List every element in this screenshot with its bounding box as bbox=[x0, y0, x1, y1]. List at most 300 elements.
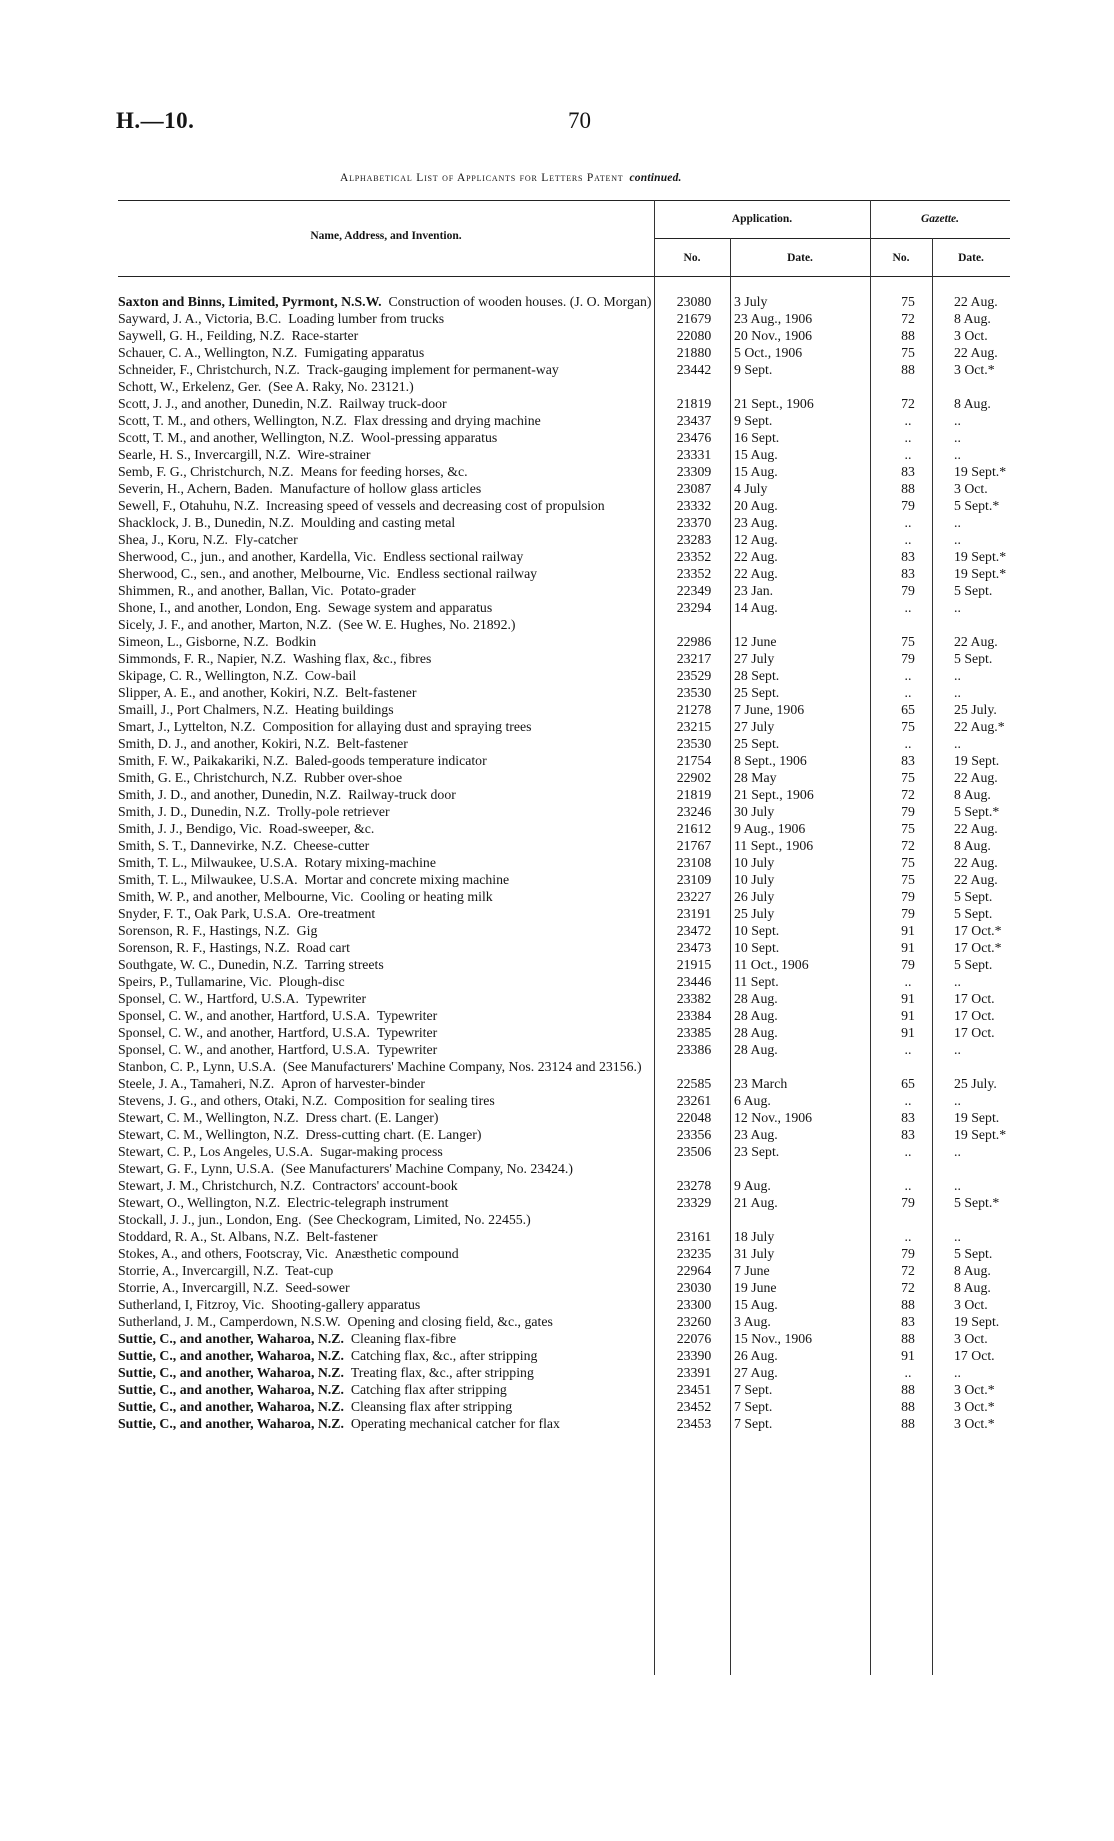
application-date: 28 Aug. bbox=[734, 1042, 778, 1057]
table-top-rule bbox=[118, 200, 1010, 201]
invention-title: Anæsthetic compound bbox=[334, 1246, 459, 1261]
application-date: 28 Aug. bbox=[734, 1008, 778, 1023]
invention-title: Fly-catcher bbox=[234, 532, 298, 547]
gazette-date: 19 Sept.* bbox=[954, 549, 1007, 564]
invention-title: Catching flax after stripping bbox=[350, 1382, 507, 1397]
applicant-entry bbox=[118, 446, 676, 463]
applicant-name: Shimmen, R., and another, Ballan, Vic. bbox=[118, 583, 334, 598]
table-row bbox=[118, 1007, 1010, 1024]
applicant-name: Sewell, F., Otahuhu, N.Z. bbox=[118, 498, 260, 513]
gazette-date: .. bbox=[954, 430, 961, 445]
table-row bbox=[118, 1211, 1010, 1228]
application-number: 23391 bbox=[676, 1365, 712, 1380]
invention-title: Heating buildings bbox=[295, 702, 394, 717]
application-date: 26 Aug. bbox=[734, 1348, 778, 1363]
applicant-name: Simmonds, F. R., Napier, N.Z. bbox=[118, 651, 287, 666]
applicant-name: Schneider, F., Christchurch, N.Z. bbox=[118, 362, 300, 377]
application-date: 7 June bbox=[734, 1263, 770, 1278]
invention-title: Dress chart. (E. Langer) bbox=[305, 1110, 439, 1125]
table-caption bbox=[340, 172, 682, 184]
applicant-name: Schott, W., Erkelenz, Ger. bbox=[118, 379, 262, 394]
applicant-entry bbox=[118, 1279, 676, 1296]
gazette-date: 3 Oct. bbox=[954, 1297, 988, 1312]
application-date: 10 Sept. bbox=[734, 923, 780, 938]
invention-title: Trolly-pole retriever bbox=[277, 804, 390, 819]
gazette-number: 83 bbox=[901, 566, 915, 581]
application-date: 23 Jan. bbox=[734, 583, 774, 598]
invention-title: Baled-goods temperature indicator bbox=[295, 753, 487, 768]
invention-title: Shooting-gallery apparatus bbox=[271, 1297, 421, 1312]
applicant-entry bbox=[118, 548, 676, 565]
header-gazette-group bbox=[870, 213, 1010, 225]
table-row bbox=[118, 480, 1010, 497]
applicant-entry bbox=[118, 361, 676, 378]
applicant-entry bbox=[118, 514, 676, 531]
application-date: 26 July bbox=[734, 889, 775, 904]
gazette-number: 88 bbox=[901, 1399, 915, 1414]
gazette-date: 3 Oct. bbox=[954, 328, 988, 343]
applicant-entry bbox=[118, 1296, 676, 1313]
application-date: 28 May bbox=[734, 770, 777, 785]
table-row bbox=[118, 565, 1010, 582]
gazette-date: 17 Oct. bbox=[954, 1025, 995, 1040]
gazette-number: 91 bbox=[901, 1025, 915, 1040]
applicant-entry bbox=[118, 463, 676, 480]
invention-title: Composition for sealing tires bbox=[334, 1093, 495, 1108]
table-row bbox=[118, 718, 1010, 735]
application-date: 23 Aug. bbox=[734, 1127, 778, 1142]
invention-title: Composition for allaying dust and spraying trees bbox=[262, 719, 532, 734]
applicant-name: Sponsel, C. W., Hartford, U.S.A. bbox=[118, 991, 299, 1006]
table-row bbox=[118, 956, 1010, 973]
application-number: 23452 bbox=[676, 1399, 712, 1414]
gazette-date: 25 July. bbox=[954, 1076, 997, 1091]
applicant-name: Smith, J. D., Dunedin, N.Z. bbox=[118, 804, 271, 819]
invention-title: Typewriter bbox=[376, 1008, 438, 1023]
gazette-number: 88 bbox=[901, 362, 915, 377]
invention-title: Loading lumber from trucks bbox=[288, 311, 445, 326]
table-row bbox=[118, 378, 1010, 395]
gazette-number: 79 bbox=[901, 583, 915, 598]
invention-title: Flax dressing and drying machine bbox=[353, 413, 541, 428]
applicant-entry bbox=[118, 1143, 676, 1160]
gazette-date: 19 Sept.* bbox=[954, 464, 1007, 479]
table-row bbox=[118, 514, 1010, 531]
invention-title: Apron of harvester-binder bbox=[281, 1076, 425, 1091]
applicant-name: Shacklock, J. B., Dunedin, N.Z. bbox=[118, 515, 294, 530]
applicant-name: Smart, J., Lyttelton, N.Z. bbox=[118, 719, 256, 734]
invention-title: Belt-fastener bbox=[345, 685, 417, 700]
applicant-name: Shea, J., Koru, N.Z. bbox=[118, 532, 228, 547]
applicant-name: Stewart, C. M., Wellington, N.Z. bbox=[118, 1127, 299, 1142]
applicant-name: Suttie, C., and another, Waharoa, N.Z. bbox=[118, 1382, 344, 1397]
application-date: 12 Aug. bbox=[734, 532, 778, 547]
gazette-number: 72 bbox=[901, 838, 915, 853]
application-date: 15 Nov., 1906 bbox=[734, 1331, 813, 1346]
application-number: 23453 bbox=[676, 1416, 712, 1431]
applicant-name: Sicely, J. F., and another, Marton, N.Z. bbox=[118, 617, 332, 632]
invention-title: Cow-bail bbox=[304, 668, 357, 683]
applicant-name: Sherwood, C., sen., and another, Melbourne, Vic. bbox=[118, 566, 390, 581]
gazette-date: .. bbox=[954, 515, 961, 530]
gazette-date: .. bbox=[954, 974, 961, 989]
gazette-number: 83 bbox=[901, 1127, 915, 1142]
application-number: 21819 bbox=[676, 396, 712, 411]
application-number: 22964 bbox=[676, 1263, 712, 1278]
applicant-name: Snyder, F. T., Oak Park, U.S.A. bbox=[118, 906, 291, 921]
table-row bbox=[118, 599, 1010, 616]
invention-title: Mortar and concrete mixing machine bbox=[304, 872, 510, 887]
gazette-date: 5 Sept.* bbox=[954, 1195, 1000, 1210]
gazette-number: 75 bbox=[901, 872, 915, 887]
gazette-number: .. bbox=[904, 1144, 912, 1159]
application-number: 22076 bbox=[676, 1331, 712, 1346]
application-number: 23442 bbox=[676, 362, 712, 377]
invention-title: Cleansing flax after stripping bbox=[350, 1399, 513, 1414]
applicant-name: Sayward, J. A., Victoria, B.C. bbox=[118, 311, 282, 326]
applicant-name: Smith, D. J., and another, Kokiri, N.Z. bbox=[118, 736, 330, 751]
gazette-number: .. bbox=[904, 736, 912, 751]
table-row bbox=[118, 752, 1010, 769]
applicant-entry bbox=[118, 395, 676, 412]
application-number: 22080 bbox=[676, 328, 712, 343]
application-date: 11 Oct., 1906 bbox=[734, 957, 809, 972]
invention-title: Catching flax, &c., after stripping bbox=[350, 1348, 538, 1363]
application-number: 23246 bbox=[676, 804, 712, 819]
applicant-entry bbox=[118, 1381, 676, 1398]
gazette-number: .. bbox=[904, 515, 912, 530]
invention-title: Typewriter bbox=[376, 1042, 438, 1057]
gazette-number: .. bbox=[904, 1042, 912, 1057]
gazette-date: 17 Oct. bbox=[954, 1348, 995, 1363]
gazette-number: 79 bbox=[901, 1246, 915, 1261]
application-number: 23352 bbox=[676, 549, 712, 564]
table-row bbox=[118, 1415, 1010, 1432]
gazette-number: 83 bbox=[901, 1314, 915, 1329]
gazette-date: 5 Sept. bbox=[954, 889, 993, 904]
applicant-entry bbox=[118, 854, 676, 871]
table-row bbox=[118, 1024, 1010, 1041]
application-date: 28 Aug. bbox=[734, 1025, 778, 1040]
application-date: 23 March bbox=[734, 1076, 788, 1091]
applicant-entry bbox=[118, 1109, 676, 1126]
applicant-entry bbox=[118, 531, 676, 548]
application-date: 12 June bbox=[734, 634, 777, 649]
gazette-number: 91 bbox=[901, 991, 915, 1006]
gazette-date: 19 Sept.* bbox=[954, 1127, 1007, 1142]
gazette-number: .. bbox=[904, 430, 912, 445]
gazette-date: .. bbox=[954, 600, 961, 615]
table-row bbox=[118, 803, 1010, 820]
table-row bbox=[118, 1279, 1010, 1296]
application-number: 21819 bbox=[676, 787, 712, 802]
application-number: 23161 bbox=[676, 1229, 712, 1244]
applicant-entry bbox=[118, 786, 676, 803]
invention-title: (See Manufacturers' Machine Company, Nos. 23124 and 23156.) bbox=[282, 1059, 642, 1074]
applicant-name: Scott, T. M., and another, Wellington, N.Z. bbox=[118, 430, 354, 445]
applicant-entry bbox=[118, 1228, 676, 1245]
gazette-date: 5 Sept.* bbox=[954, 804, 1000, 819]
applicant-name: Sutherland, J. M., Camperdown, N.S.W. bbox=[118, 1314, 341, 1329]
application-number: 23437 bbox=[676, 413, 712, 428]
application-date: 15 Aug. bbox=[734, 447, 778, 462]
invention-title: Electric-telegraph instrument bbox=[287, 1195, 449, 1210]
gazette-date: 3 Oct.* bbox=[954, 362, 995, 377]
table-row bbox=[118, 412, 1010, 429]
invention-title: Track-gauging implement for permanent-way bbox=[306, 362, 559, 377]
applicant-entry bbox=[118, 1160, 676, 1177]
gazette-number: 83 bbox=[901, 753, 915, 768]
table-row bbox=[118, 1109, 1010, 1126]
table-row bbox=[118, 939, 1010, 956]
header-gaz-date: Date. bbox=[958, 252, 984, 264]
applicant-entry bbox=[118, 650, 676, 667]
applicant-name: Sponsel, C. W., and another, Hartford, U.S.A. bbox=[118, 1042, 370, 1057]
application-number: 23109 bbox=[676, 872, 712, 887]
gazette-number: .. bbox=[904, 532, 912, 547]
gazette-number: 79 bbox=[901, 957, 915, 972]
applicant-entry bbox=[118, 1330, 676, 1347]
applicant-entry bbox=[118, 1024, 676, 1041]
header-app-no: No. bbox=[683, 252, 701, 264]
table-row bbox=[118, 1177, 1010, 1194]
application-date: 4 July bbox=[734, 481, 768, 496]
gazette-number: 75 bbox=[901, 770, 915, 785]
invention-title: Washing flax, &c., fibres bbox=[293, 651, 432, 666]
applicant-name: Simeon, L., Gisborne, N.Z. bbox=[118, 634, 269, 649]
table-row bbox=[118, 293, 1010, 310]
gazette-date: 22 Aug. bbox=[954, 345, 998, 360]
gazette-date: 3 Oct.* bbox=[954, 1399, 995, 1414]
gazette-number: .. bbox=[904, 1093, 912, 1108]
applicant-entry bbox=[118, 990, 676, 1007]
table-row bbox=[118, 1143, 1010, 1160]
table-row bbox=[118, 327, 1010, 344]
applicant-entry bbox=[118, 293, 676, 310]
application-number: 22902 bbox=[676, 770, 712, 785]
applicant-entry bbox=[118, 939, 676, 956]
gazette-number: .. bbox=[904, 668, 912, 683]
applicant-name: Speirs, P., Tullamarine, Vic. bbox=[118, 974, 272, 989]
gazette-number: 88 bbox=[901, 1331, 915, 1346]
application-number: 23506 bbox=[676, 1144, 712, 1159]
gazette-number: 75 bbox=[901, 294, 915, 309]
invention-title: Teat-cup bbox=[285, 1263, 334, 1278]
page-number: 70 bbox=[568, 108, 591, 133]
application-number: 23382 bbox=[676, 991, 712, 1006]
gazette-number: 88 bbox=[901, 1297, 915, 1312]
gazette-number: 75 bbox=[901, 345, 915, 360]
applicant-name: Suttie, C., and another, Waharoa, N.Z. bbox=[118, 1365, 344, 1380]
table-row bbox=[118, 1075, 1010, 1092]
gazette-date: 22 Aug. bbox=[954, 294, 998, 309]
gazette-number: 79 bbox=[901, 498, 915, 513]
table-row bbox=[118, 854, 1010, 871]
invention-title: Race-starter bbox=[291, 328, 359, 343]
applicant-name: Storrie, A., Invercargill, N.Z. bbox=[118, 1263, 279, 1278]
table-row bbox=[118, 1092, 1010, 1109]
application-number: 23451 bbox=[676, 1382, 712, 1397]
gazette-date: 17 Oct. bbox=[954, 1008, 995, 1023]
applicant-entry bbox=[118, 905, 676, 922]
gazette-date: 17 Oct.* bbox=[954, 940, 1002, 955]
gazette-number: 72 bbox=[901, 396, 915, 411]
applicant-name: Stewart, G. F., Lynn, U.S.A. bbox=[118, 1161, 275, 1176]
gazette-number: .. bbox=[904, 1365, 912, 1380]
application-number: 23356 bbox=[676, 1127, 712, 1142]
application-date: 15 Aug. bbox=[734, 1297, 778, 1312]
application-date: 7 Sept. bbox=[734, 1382, 773, 1397]
gazette-number: 79 bbox=[901, 906, 915, 921]
applicant-entry bbox=[118, 310, 676, 327]
caption-continued: continued. bbox=[629, 172, 682, 184]
applicant-name: Smith, S. T., Dannevirke, N.Z. bbox=[118, 838, 287, 853]
application-number: 21679 bbox=[676, 311, 712, 326]
application-number: 21915 bbox=[676, 957, 712, 972]
application-date: 18 July bbox=[734, 1229, 775, 1244]
table-row bbox=[118, 361, 1010, 378]
gazette-date: 5 Sept. bbox=[954, 1246, 993, 1261]
applicant-name: Slipper, A. E., and another, Kokiri, N.Z. bbox=[118, 685, 339, 700]
gazette-date: 22 Aug.* bbox=[954, 719, 1005, 734]
gazette-date: 3 Oct. bbox=[954, 1331, 988, 1346]
applicant-entry bbox=[118, 1262, 676, 1279]
gazette-date: 5 Sept. bbox=[954, 651, 993, 666]
gazette-number: 65 bbox=[901, 702, 915, 717]
application-number: 21767 bbox=[676, 838, 712, 853]
gazette-date: 17 Oct.* bbox=[954, 923, 1002, 938]
applicant-name: Shone, I., and another, London, Eng. bbox=[118, 600, 321, 615]
table-row bbox=[118, 1126, 1010, 1143]
invention-title: Dress-cutting chart. (E. Langer) bbox=[305, 1127, 482, 1142]
invention-title: (See W. E. Hughes, No. 21892.) bbox=[338, 617, 516, 632]
applicant-entry bbox=[118, 956, 676, 973]
applicant-entry bbox=[118, 565, 676, 582]
invention-title: Treating flax, &c., after stripping bbox=[350, 1365, 534, 1380]
application-date: 21 Aug. bbox=[734, 1195, 778, 1210]
gazette-number: 79 bbox=[901, 889, 915, 904]
gazette-date: .. bbox=[954, 1093, 961, 1108]
applicant-name: Sponsel, C. W., and another, Hartford, U.S.A. bbox=[118, 1008, 370, 1023]
applicant-name: Searle, H. S., Invercargill, N.Z. bbox=[118, 447, 291, 462]
invention-title: Cheese-cutter bbox=[293, 838, 370, 853]
applicant-name: Saxton and Binns, Limited, Pyrmont, N.S.W. bbox=[118, 294, 382, 309]
application-date: 22 Aug. bbox=[734, 566, 778, 581]
application-number: 23108 bbox=[676, 855, 712, 870]
applicant-name: Smith, W. P., and another, Melbourne, Vic. bbox=[118, 889, 354, 904]
invention-title: Sugar-making process bbox=[319, 1144, 443, 1159]
gazette-date: 3 Oct.* bbox=[954, 1382, 995, 1397]
application-number: 23294 bbox=[676, 600, 712, 615]
table-row bbox=[118, 650, 1010, 667]
application-number: 23329 bbox=[676, 1195, 712, 1210]
gazette-number: 88 bbox=[901, 1416, 915, 1431]
invention-title: Rubber over-shoe bbox=[303, 770, 403, 785]
table-row bbox=[118, 1330, 1010, 1347]
application-number: 23215 bbox=[676, 719, 712, 734]
gazette-number: 91 bbox=[901, 1008, 915, 1023]
applicant-entry bbox=[118, 684, 676, 701]
applicant-entry bbox=[118, 429, 676, 446]
application-number: 23087 bbox=[676, 481, 712, 496]
gazette-date: 17 Oct. bbox=[954, 991, 995, 1006]
invention-title: Road cart bbox=[296, 940, 350, 955]
application-date: 23 Sept. bbox=[734, 1144, 780, 1159]
application-number: 23352 bbox=[676, 566, 712, 581]
application-date: 20 Aug. bbox=[734, 498, 778, 513]
application-date: 28 Aug. bbox=[734, 991, 778, 1006]
invention-title: Operating mechanical catcher for flax bbox=[350, 1416, 560, 1431]
application-number: 23309 bbox=[676, 464, 712, 479]
applicant-entry bbox=[118, 888, 676, 905]
invention-title: Gig bbox=[296, 923, 318, 938]
application-date: 7 Sept. bbox=[734, 1399, 773, 1414]
application-date: 14 Aug. bbox=[734, 600, 778, 615]
invention-title: (See Manufacturers' Machine Company, No. 23424.) bbox=[280, 1161, 573, 1176]
application-number: 23261 bbox=[676, 1093, 712, 1108]
table-row bbox=[118, 310, 1010, 327]
application-number: 23476 bbox=[676, 430, 712, 445]
applicant-entry bbox=[118, 1211, 676, 1228]
application-date: 3 July bbox=[734, 294, 768, 309]
application-date: 9 Aug. bbox=[734, 1178, 771, 1193]
gazette-number: 79 bbox=[901, 651, 915, 666]
gazette-number: .. bbox=[904, 447, 912, 462]
gazette-date: 22 Aug. bbox=[954, 872, 998, 887]
applicant-name: Skipage, C. R., Wellington, N.Z. bbox=[118, 668, 298, 683]
applicant-name: Stoddard, R. A., St. Albans, N.Z. bbox=[118, 1229, 300, 1244]
gazette-date: .. bbox=[954, 668, 961, 683]
applicant-entry bbox=[118, 616, 676, 633]
application-number: 23446 bbox=[676, 974, 712, 989]
applicant-name: Stewart, C. M., Wellington, N.Z. bbox=[118, 1110, 299, 1125]
gazette-number: 65 bbox=[901, 1076, 915, 1091]
gazette-number: 75 bbox=[901, 855, 915, 870]
application-date: 9 Aug., 1906 bbox=[734, 821, 806, 836]
table-row bbox=[118, 1194, 1010, 1211]
table-row bbox=[118, 616, 1010, 633]
gazette-number: 75 bbox=[901, 634, 915, 649]
invention-title: Bodkin bbox=[275, 634, 317, 649]
invention-title: Construction of wooden houses. (J. O. Morgan) bbox=[388, 294, 652, 309]
application-date: 15 Aug. bbox=[734, 464, 778, 479]
applicant-entry bbox=[118, 1364, 676, 1381]
gazette-number: 79 bbox=[901, 804, 915, 819]
table-row bbox=[118, 735, 1010, 752]
applicant-entry bbox=[118, 1007, 676, 1024]
applicant-name: Sorenson, R. F., Hastings, N.Z. bbox=[118, 940, 290, 955]
applicant-entry bbox=[118, 922, 676, 939]
application-date: 6 Aug. bbox=[734, 1093, 771, 1108]
table-row bbox=[118, 1347, 1010, 1364]
application-date: 25 Sept. bbox=[734, 685, 780, 700]
gazette-number: 91 bbox=[901, 1348, 915, 1363]
gazette-number: 83 bbox=[901, 1110, 915, 1125]
application-number: 22349 bbox=[676, 583, 712, 598]
table-row bbox=[118, 463, 1010, 480]
header-gaz-no: No. bbox=[892, 252, 910, 264]
gazette-number: 72 bbox=[901, 1280, 915, 1295]
table-row bbox=[118, 1058, 1010, 1075]
gazette-number: 91 bbox=[901, 940, 915, 955]
gazette-date: 22 Aug. bbox=[954, 770, 998, 785]
table-row bbox=[118, 973, 1010, 990]
applicant-name: Southgate, W. C., Dunedin, N.Z. bbox=[118, 957, 298, 972]
table-row bbox=[118, 1364, 1010, 1381]
applicant-name: Steele, J. A., Tamaheri, N.Z. bbox=[118, 1076, 275, 1091]
table-row bbox=[118, 531, 1010, 548]
invention-title: Endless sectional railway bbox=[383, 549, 524, 564]
